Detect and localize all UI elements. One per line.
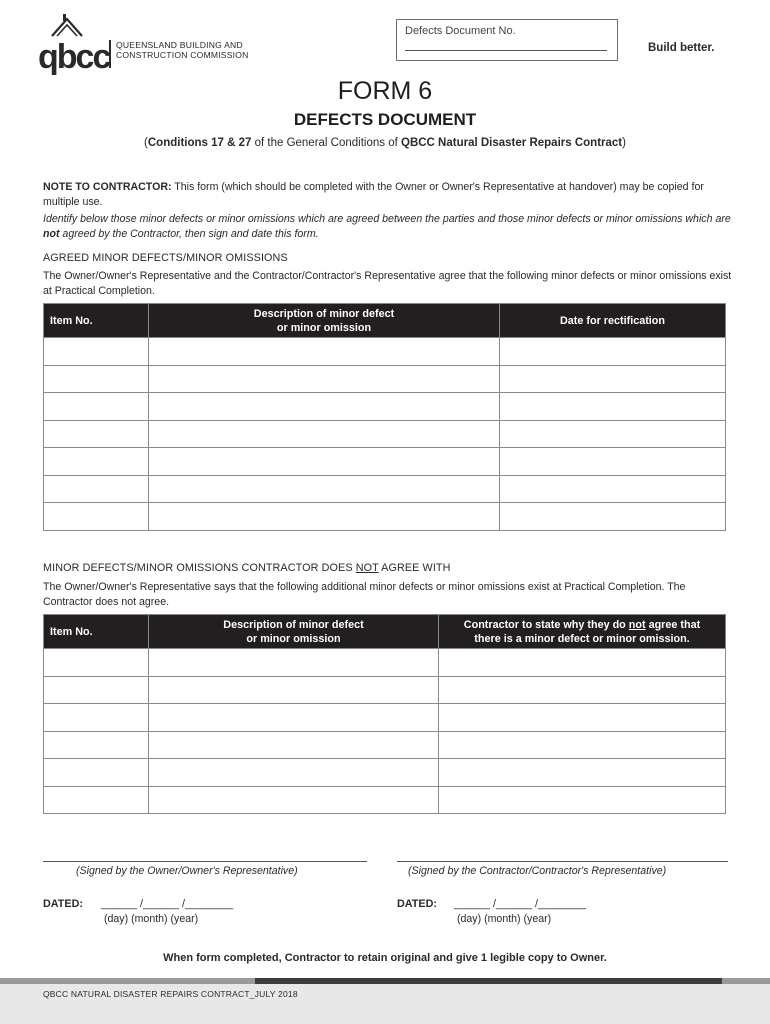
- disagree-table-cell-description[interactable]: [149, 676, 439, 704]
- disagree-heading: [43, 562, 451, 574]
- agreed-table-cell-item-no[interactable]: [44, 365, 149, 393]
- agreed-table-row: [44, 338, 726, 366]
- cond-bold-2: QBCC Natural Disaster Repairs Contract: [401, 137, 623, 149]
- agreed-col-item-no: Item No.: [44, 304, 149, 338]
- footer-stripe-middle: [255, 978, 722, 984]
- disagree-col-description: [149, 615, 439, 649]
- disagree-table-cell-description[interactable]: [149, 704, 439, 732]
- disagree-table-cell-item-no[interactable]: [44, 786, 149, 814]
- agreed-table-cell-date[interactable]: [500, 420, 726, 448]
- defects-document-number-box: [396, 19, 618, 61]
- logo-line-2: CONSTRUCTION COMMISSION: [116, 50, 249, 60]
- disagree-text: The Owner/Owner's Representative says that the following additional minor defects or minor omissions exist at Practical Completion. The Contractor does not agree.: [43, 581, 686, 608]
- logo-divider: [109, 40, 111, 68]
- disagree-col-description-line-2: or minor omission: [246, 632, 341, 645]
- agreed-table-cell-item-no[interactable]: [44, 338, 149, 366]
- disagree-table-row: [44, 704, 726, 732]
- agreed-table-row: [44, 365, 726, 393]
- agreed-table-row: [44, 503, 726, 531]
- final-note: When form completed, Contractor to retain original and give 1 legible copy to Owner.: [163, 952, 607, 964]
- disagree-heading-after: AGREE WITH: [378, 562, 451, 574]
- agreed-table-cell-date[interactable]: [500, 503, 726, 531]
- footer-stripe-right: [722, 978, 770, 984]
- form-title: FORM 6: [337, 77, 433, 105]
- disagree-table-cell-reason[interactable]: [439, 786, 726, 814]
- instructions-before: Identify below those minor defects or minor omissions which are agreed between the parties and those minor defects or minor omissions which are: [43, 213, 731, 225]
- disagree-table-cell-reason[interactable]: [439, 704, 726, 732]
- cond-close: ): [622, 137, 626, 149]
- agreed-table-cell-description[interactable]: [149, 365, 500, 393]
- form-subtitle: DEFECTS DOCUMENT: [293, 110, 477, 129]
- disagree-heading-before: MINOR DEFECTS/MINOR OMISSIONS CONTRACTOR DOES: [43, 562, 356, 574]
- reason-after: agree that: [645, 618, 701, 631]
- contractor-signature-line[interactable]: [397, 861, 728, 862]
- contractor-dated-parts: (day) (month) (year): [457, 913, 552, 925]
- note-text: This form (which should be completed with the Owner or Owner's Representative at handover) may be copied for multiple use.: [43, 181, 704, 208]
- agreed-heading: AGREED MINOR DEFECTS/MINOR OMISSIONS: [43, 252, 288, 264]
- agreed-table-cell-description[interactable]: [149, 338, 500, 366]
- agreed-table-cell-date[interactable]: [500, 365, 726, 393]
- agreed-table-cell-date[interactable]: [500, 448, 726, 476]
- owner-dated-parts: (day) (month) (year): [104, 913, 199, 925]
- disagree-table-cell-reason[interactable]: [439, 731, 726, 759]
- disagree-table-cell-description[interactable]: [149, 649, 439, 677]
- contractor-dated-label: DATED:: [397, 898, 437, 910]
- disagree-table-cell-description[interactable]: [149, 759, 439, 787]
- agreed-table-cell-item-no[interactable]: [44, 503, 149, 531]
- cond-mid: of the General Conditions of: [251, 137, 401, 149]
- agreed-table-cell-description[interactable]: [149, 420, 500, 448]
- disagree-col-reason-line-1: [445, 618, 719, 632]
- disagree-col-reason-line-2: there is a minor defect or minor omission.: [474, 632, 690, 645]
- contractor-dated-field[interactable]: ______ /______ /________: [454, 898, 587, 910]
- disagree-table-cell-description[interactable]: [149, 731, 439, 759]
- logo-line-1: QUEENSLAND BUILDING AND: [116, 40, 243, 50]
- disagree-table-body: [44, 649, 726, 814]
- agreed-table-cell-description[interactable]: [149, 448, 500, 476]
- cond-bold-1: Conditions 17 & 27: [147, 137, 252, 149]
- agreed-table-cell-description[interactable]: [149, 393, 500, 421]
- agreed-col-description-line-2: or minor omission: [276, 321, 372, 334]
- agreed-col-description: [149, 304, 500, 338]
- tagline: Build better.: [648, 42, 715, 54]
- note-label: NOTE TO CONTRACTOR:: [43, 181, 172, 193]
- reason-before: Contractor to state why they do: [463, 618, 629, 631]
- agreed-table-row: [44, 420, 726, 448]
- contractor-signature-caption: (Signed by the Contractor/Contractor's Representative): [408, 865, 667, 877]
- disagree-table-row: [44, 786, 726, 814]
- disagree-table-cell-item-no[interactable]: [44, 704, 149, 732]
- agreed-table-cell-item-no[interactable]: [44, 393, 149, 421]
- footer-band: [0, 978, 770, 1024]
- agreed-table-cell-date[interactable]: [500, 393, 726, 421]
- owner-signature-caption: (Signed by the Owner/Owner's Representative): [76, 865, 298, 877]
- disagree-table-cell-reason[interactable]: [439, 759, 726, 787]
- note-instructions: [43, 212, 733, 242]
- cond-open: (: [144, 137, 148, 149]
- agreed-table-cell-date[interactable]: [500, 338, 726, 366]
- agreed-table-cell-item-no[interactable]: [44, 448, 149, 476]
- agreed-table-header: [44, 304, 726, 338]
- qbcc-logo: [38, 14, 268, 76]
- disagree-table-row: [44, 649, 726, 677]
- agreed-table-row: [44, 393, 726, 421]
- owner-dated-field[interactable]: ______ /______ /________: [101, 898, 234, 910]
- agreed-defects-table: [43, 303, 726, 531]
- disagree-table-cell-item-no[interactable]: [44, 731, 149, 759]
- disagree-table-header: [44, 615, 726, 649]
- owner-signature-line[interactable]: [43, 861, 367, 862]
- conditions-reference: [0, 137, 770, 149]
- agreed-table-row: [44, 475, 726, 503]
- disagree-table-cell-description[interactable]: [149, 786, 439, 814]
- footer-stripe-left: [0, 978, 255, 984]
- disagree-table-cell-reason[interactable]: [439, 649, 726, 677]
- logo-organisation-name: [116, 40, 249, 60]
- agreed-table-cell-description[interactable]: [149, 503, 500, 531]
- disagree-col-item-no: Item No.: [44, 615, 149, 649]
- agreed-col-date: Date for rectification: [500, 304, 726, 338]
- instructions-not: not: [43, 228, 60, 240]
- agreed-col-description-line-1: Description of minor defect: [253, 307, 395, 320]
- disagree-table-cell-item-no[interactable]: [44, 649, 149, 677]
- disagree-table-row: [44, 731, 726, 759]
- agreed-text: The Owner/Owner's Representative and the Contractor/Contractor's Representative agree that the following minor defects or minor omissions exist at Practical Completion.: [43, 270, 732, 297]
- disagree-col-reason: [439, 615, 726, 649]
- agreed-table-cell-item-no[interactable]: [44, 475, 149, 503]
- agreed-table-cell-date[interactable]: [500, 475, 726, 503]
- defects-document-number-field[interactable]: [405, 50, 607, 51]
- reason-not: not: [628, 618, 646, 631]
- owner-dated-label: DATED:: [43, 898, 83, 910]
- instructions-after: agreed by the Contractor, then sign and date this form.: [59, 228, 319, 240]
- agreed-table-body: [44, 338, 726, 531]
- disagree-heading-not: NOT: [355, 562, 379, 574]
- disagreed-defects-table: [43, 614, 726, 814]
- note-to-contractor: [43, 180, 733, 210]
- disagree-table-cell-item-no[interactable]: [44, 676, 149, 704]
- defects-document-number-label: Defects Document No.: [405, 25, 516, 37]
- agreed-table-row: [44, 448, 726, 476]
- disagree-table-cell-reason[interactable]: [439, 676, 726, 704]
- logo-wordmark: qbcc: [38, 38, 110, 76]
- disagree-table-cell-item-no[interactable]: [44, 759, 149, 787]
- agreed-table-cell-item-no[interactable]: [44, 420, 149, 448]
- disagree-col-description-line-1: Description of minor defect: [223, 618, 364, 631]
- disagree-table-row: [44, 759, 726, 787]
- disagree-table-row: [44, 676, 726, 704]
- footer-text: QBCC NATURAL DISASTER REPAIRS CONTRACT_JULY 2018: [43, 989, 298, 999]
- agreed-table-cell-description[interactable]: [149, 475, 500, 503]
